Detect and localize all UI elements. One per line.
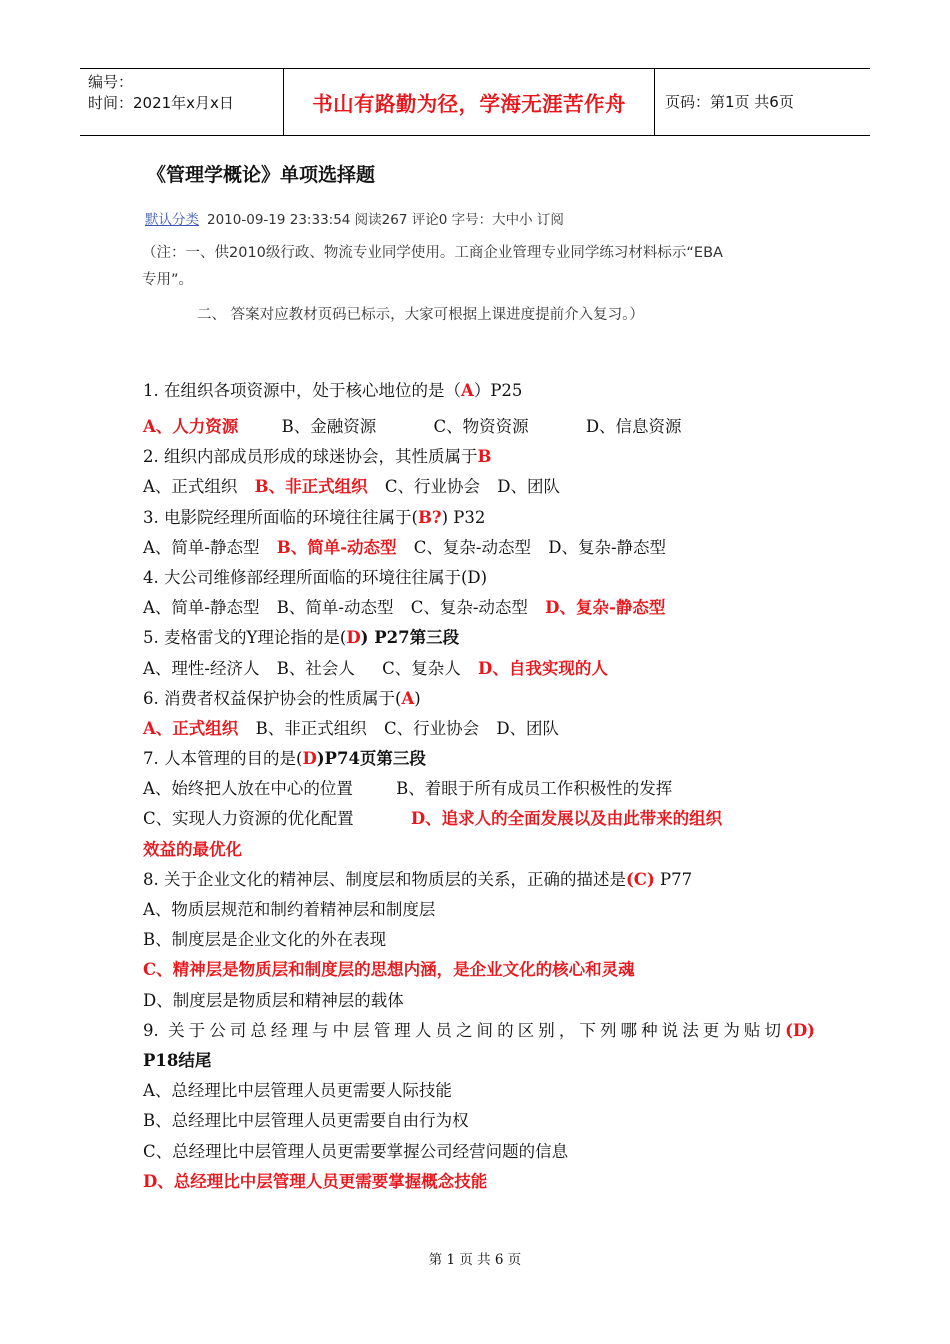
answer-mark: B?	[417, 507, 442, 527]
option-d: D、复杂-静态型	[548, 537, 667, 557]
options-7-ab	[143, 774, 815, 804]
option-b: B、金融资源	[281, 417, 377, 436]
header-page-info: 页码：第1页 共6页	[665, 93, 794, 111]
option-a: A、简单-静态型	[143, 537, 260, 557]
question-stem: 人本管理的目的是(	[164, 749, 303, 769]
option-c: C、总经理比中层管理人员更需要掌握公司经营问题的信息	[143, 1141, 569, 1161]
page-reference: ）P25	[473, 381, 523, 400]
question-stem: 麦格雷戈的Y理论指的是(	[164, 628, 347, 648]
option-d: D、自我实现的人	[478, 658, 608, 678]
option-b: B、社会人	[276, 658, 355, 678]
question-number: 2.	[143, 447, 159, 467]
question-number: 5.	[143, 628, 159, 648]
question-stem: 消费者权益保护协会的性质属于(	[164, 688, 402, 708]
answer-mark: B	[477, 447, 492, 467]
page-footer: 第 1 页 共 6 页	[428, 1252, 522, 1268]
question-number: 9.	[143, 1020, 159, 1040]
option-d: D、总经理比中层管理人员更需要掌握概念技能	[143, 1171, 488, 1191]
note-paragraph	[142, 240, 812, 294]
option-b: B、非正式组织	[255, 718, 367, 738]
note-line-2: 专用”。	[142, 272, 194, 288]
answer-mark: A	[401, 688, 415, 708]
answer-mark: D	[302, 749, 317, 769]
question-number: 1.	[143, 381, 159, 400]
question-4	[143, 563, 815, 593]
option-a: A、正式组织	[143, 477, 238, 497]
option-c: C、复杂-动态型	[413, 537, 531, 557]
question-number: 7.	[143, 749, 159, 769]
options-3	[143, 533, 815, 563]
document-time: 时间：2021年x月x日	[88, 94, 234, 112]
option-c: C、精神层是物质层和制度层的思想内涵，是企业文化的核心和灵魂	[143, 960, 635, 980]
question-stem: 关于公司总经理与中层管理人员之间的区别，下列哪种说法更为贴切	[168, 1020, 786, 1040]
options-6	[143, 714, 815, 744]
option-d: D、制度层是物质层和精神层的载体	[143, 990, 404, 1010]
page-reference: ) P32	[441, 507, 486, 527]
question-8	[143, 865, 815, 895]
question-5	[143, 623, 815, 653]
question-list	[143, 376, 815, 1197]
option-d: D、团队	[497, 477, 560, 497]
post-meta	[145, 208, 564, 228]
question-stem: 大公司维修部经理所面临的环境往往属于(D)	[164, 567, 488, 587]
page-reference: )P74页第三段	[316, 749, 426, 769]
option-a: A、理性-经济人	[143, 658, 260, 678]
note-line-1: （注：一、供2010级行政、物流专业同学使用。工商企业管理专业同学练习材料标示“EBA	[142, 245, 723, 261]
page-reference: P77	[654, 869, 693, 889]
answer-mark: D	[346, 628, 361, 648]
option-b: B、制度层是企业文化的外在表现	[143, 930, 387, 950]
option-b: B、着眼于所有成员工作积极性的发挥	[396, 779, 673, 799]
option-a: A、物质层规范和制约着精神层和制度层	[143, 900, 436, 919]
option-b: B、简单-动态型	[276, 598, 394, 618]
question-number: 3.	[143, 507, 159, 527]
page-reference: ) P27第三段	[360, 628, 460, 648]
question-stem: 组织内部成员形成的球迷协会，其性质属于	[164, 447, 478, 467]
option-d-continued: 效益的最优化	[143, 839, 242, 859]
options-2	[143, 472, 815, 502]
option-a: A、简单-静态型	[143, 598, 260, 618]
header-left	[88, 72, 276, 114]
option-c: C、复杂人	[382, 658, 461, 678]
document-number: 编号：	[88, 73, 134, 91]
option-c: C、复杂-动态型	[410, 598, 528, 618]
option-a: A、始终把人放在中心的位置	[143, 779, 353, 799]
closing-paren: )	[414, 688, 421, 708]
option-c: C、行业协会	[384, 477, 480, 497]
question-number: 8.	[143, 869, 159, 889]
question-7	[143, 744, 815, 774]
option-d: D、追求人的全面发展以及由此带来的组织	[410, 809, 723, 829]
options-5	[143, 654, 815, 684]
answer-mark: (C)	[626, 869, 655, 889]
option-b: B、总经理比中层管理人员更需要自由行为权	[143, 1111, 469, 1131]
question-6	[143, 684, 815, 714]
question-number: 4.	[143, 567, 159, 587]
option-d: D、信息资源	[585, 417, 682, 436]
options-1	[143, 412, 815, 442]
question-3	[143, 503, 815, 533]
question-9	[143, 1016, 815, 1046]
question-stem: 关于企业文化的精神层、制度层和物质层的关系，正确的描述是	[164, 869, 626, 889]
option-a: A、正式组织	[143, 718, 239, 738]
answer-mark: A	[461, 381, 474, 400]
option-c: C、行业协会	[383, 718, 480, 738]
category-link[interactable]: 默认分类	[145, 212, 199, 228]
note-line-3: 二、 答案对应教材页码已标示，大家可根据上课进度提前介入复习。）	[197, 307, 644, 323]
question-stem: 在组织各项资源中，处于核心地位的是（	[164, 381, 461, 400]
option-b: B、非正式组织	[254, 477, 368, 497]
option-c: C、实现人力资源的优化配置	[143, 809, 354, 829]
question-stem: 电影院经理所面临的环境往往属于(	[164, 507, 418, 527]
options-4	[143, 593, 815, 623]
answer-mark: (D)	[785, 1020, 815, 1040]
options-7-cd	[143, 804, 815, 834]
option-a: A、总经理比中层管理人员更需要人际技能	[143, 1081, 452, 1101]
option-d: D、团队	[496, 718, 560, 738]
page-title: 《管理学概论》单项选择题	[147, 164, 376, 186]
post-info: 2010-09-19 23:33:54 阅读267 评论0 字号：大中小 订阅	[207, 212, 564, 228]
question-number: 6.	[143, 688, 159, 708]
option-c: C、物资资源	[433, 417, 529, 436]
question-1	[143, 376, 815, 412]
option-b: B、简单-动态型	[276, 537, 397, 557]
header-motto: 书山有路勤为径，学海无涯苦作舟	[283, 69, 655, 135]
option-d: D、复杂-静态型	[545, 598, 666, 618]
option-a: A、人力资源	[143, 417, 239, 436]
page-reference: P18结尾	[143, 1050, 212, 1070]
question-2	[143, 442, 815, 472]
page-header	[80, 68, 870, 136]
